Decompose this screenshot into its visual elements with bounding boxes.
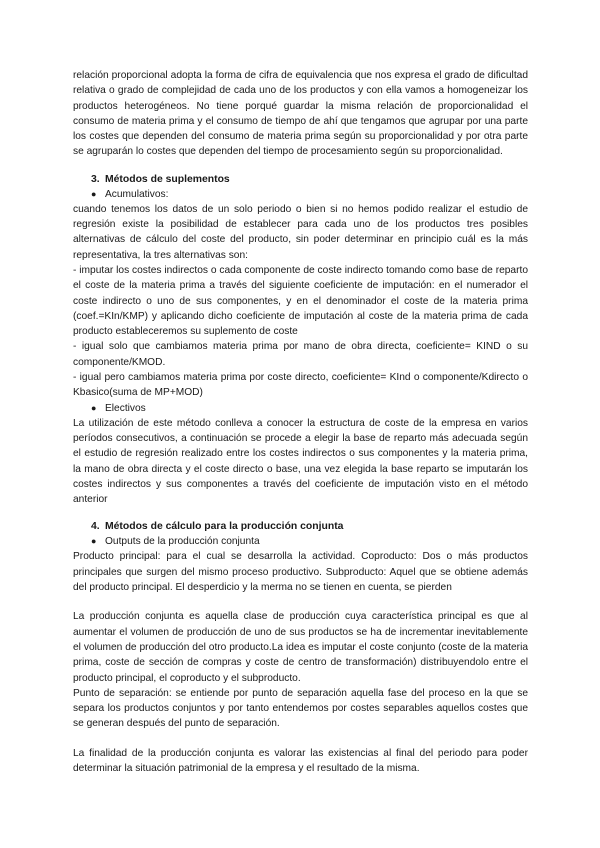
acumulativos-paragraph: cuando tenemos los datos de un solo periodo o bien si no hemos podido realizar el estudio de regresión existe la posibilidad de establecer para cada uno de los productos tres posibles alternativas de cálculo del coste del producto, sin poder determinar en principio cuál es la más representativa, la tres alternativas son: (73, 203, 528, 261)
electivos-label: Electivos (105, 402, 146, 414)
section-4-heading (73, 519, 528, 534)
definition-paragraph: La producción conjunta es aquella clase de producción cuya característica principal es que al aumentar el volumen de producción de uno de sus productos se ha de incrementar inevitablemente el volumen de producción del otro producto.La idea es imputar el coste conjunto (coste de la materia prima, coste de sección de compras y coste de centro de transformación) distribuyendolo entre el producto principal, el coproducto y el subproducto. (73, 611, 528, 684)
bullet-icon: ● (91, 188, 97, 199)
outputs-paragraph: Producto principal: para el cual se desarrolla la actividad. Coproducto: Dos o más productos principales que surgen del mismo proceso productivo. Subproducto: Aquel que se obtiene además del producto principal. El desperdicio y la merma no se tienen en cuenta, se pierden (73, 551, 528, 594)
bullet-acumulativos (73, 187, 528, 202)
purpose-paragraph: La finalidad de la producción conjunta es valorar las existencias al final del periodo para poder determinar la situación patrimonial de la empresa y el resultado de la misma. (73, 747, 528, 774)
bullet-electivos (73, 401, 528, 416)
alternative-2-paragraph: - igual solo que cambiamos materia prima por mano de obra directa, coeficiente= KIND o su componente/KMOD. (73, 341, 528, 368)
bullet-icon: ● (91, 536, 97, 547)
outputs-label: Outputs de la producción conjunta (105, 536, 260, 548)
bullet-icon: ● (91, 402, 97, 413)
section-4-title: Métodos de cálculo para la producción conjunta (105, 521, 344, 533)
section-3-number: 3. (91, 173, 100, 185)
document-page (73, 68, 528, 776)
separation-paragraph: Punto de separación: se entiende por punto de separación aquella fase del proceso en la que se separa los productos conjuntos y por tanto entendemos por costes separables aquellos costes que se generan después del punto de separación. (73, 687, 528, 730)
acumulativos-label: Acumulativos: (105, 188, 169, 200)
bullet-outputs (73, 534, 528, 549)
intro-paragraph: relación proporcional adopta la forma de cifra de equivalencia que nos expresa el grado de dificultad relativa o grado de complejidad de cada uno de los productos y con ella vamos a homogeneizar los productos heterogéneos. No tiene porqué guardar la misma relación de proporcionalidad el consumo de materia prima y el consumo de tiempo de ahí que tengamos que agrupar por una parte los costes que dependen del consumo de materia prima según su proporcionalidad y por otra parte se agruparán lo costes que dependen del tiempo de procesamiento según su proporcionalidad. (73, 70, 528, 158)
section-3-title: Métodos de suplementos (105, 173, 230, 185)
electivos-paragraph: La utilización de este método conlleva a conocer la estructura de coste de la empresa en varios períodos consecutivos, a continuación se procede a elegir la base de reparto más adecuada según el estudio de regresión realizado entre los costes indirectos o sus componentes y la materia prima, la mano de obra directa y el coste directo o base, una vez elegida la base reparto se imputarán los costes indirectos y sus componentes a través del coeficiente de imputación visto en el método anterior (73, 417, 528, 506)
alternative-1-paragraph: - imputar los costes indirectos o cada componente de coste indirecto tomando como base de reparto el coste de la materia prima a través del siguiente coeficiente de imputación: en el numerador el coste indirecto o uno de sus componentes, y en el denominador el coste de la materia prima (coef.=KIn/KMP) y aplicando dicho coeficiente de imputación al coste de la materia prima de cada producto estableceremos su suplemento de coste (73, 264, 528, 338)
section-3-heading (73, 172, 528, 187)
alternative-3-paragraph: - igual pero cambiamos materia prima por coste directo, coeficiente= KInd o componente/Kdirecto o Kbasico(suma de MP+MOD) (73, 372, 528, 399)
section-4-number: 4. (91, 521, 100, 533)
